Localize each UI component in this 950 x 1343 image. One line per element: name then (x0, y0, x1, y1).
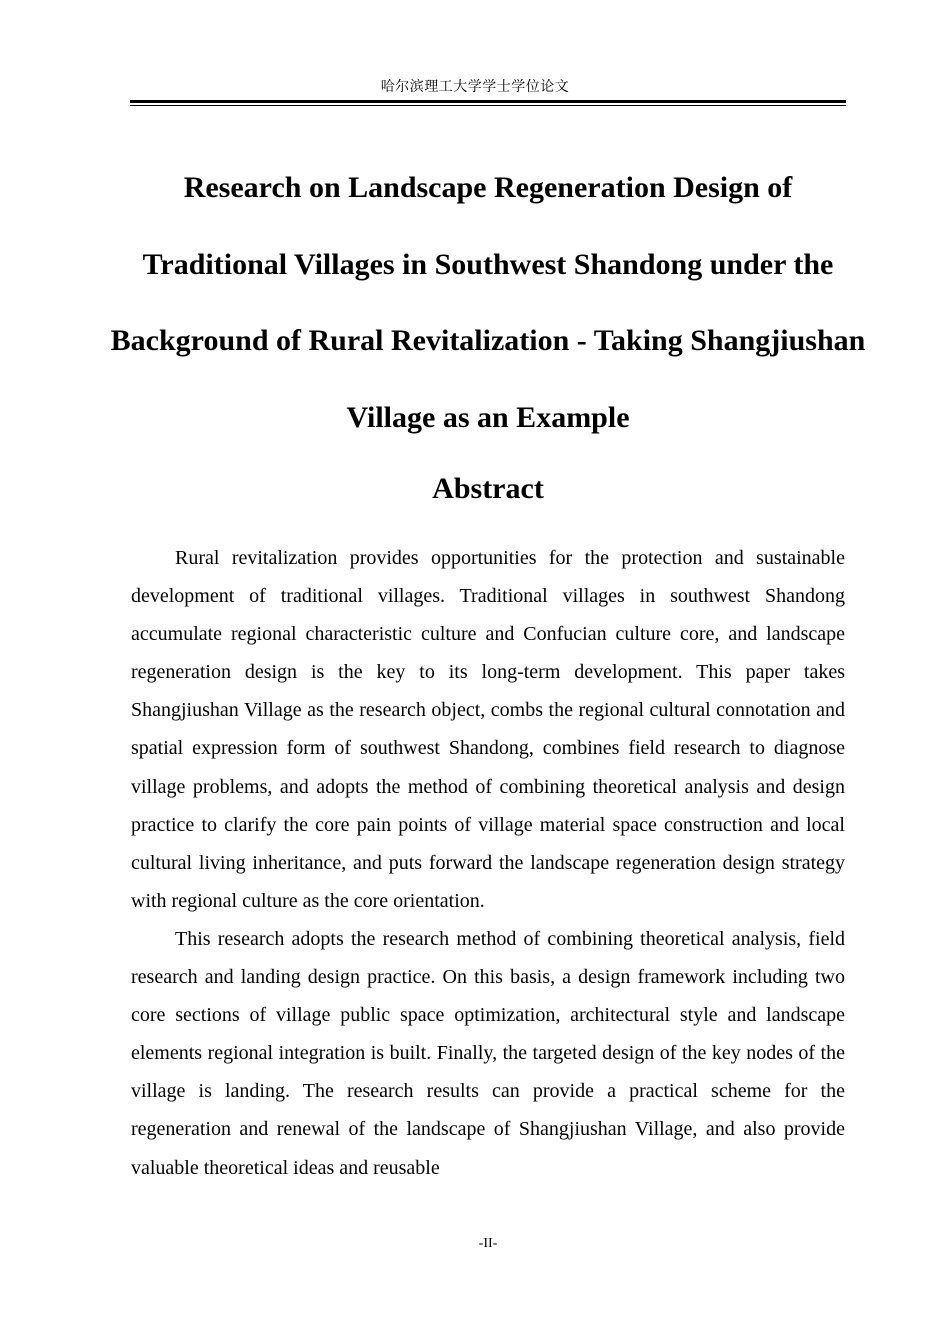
header-rule-thin (130, 105, 846, 106)
paragraph: Rural revitalization provides opportunities for the protection and sustainable development of traditional villages. Traditional villages in southwest Shandong accumulate regional characteristic culture and Confucian culture core, and landscape regeneration design is the key to its long-term development. This paper takes Shangjiushan Village as the research object, combs the regional cultural connotation and spatial expression form of southwest Shandong, combines field research to diagnose village problems, and adopts the method of combining theoretical analysis and design practice to clarify the core pain points of village material space construction and local cultural living inheritance, and puts forward the landscape regeneration design strategy with regional culture as the core orientation. (131, 547, 845, 912)
page-number: -II- (478, 1236, 498, 1251)
section-heading: Abstract (432, 472, 544, 505)
header-rule-thick (130, 100, 846, 103)
paragraph: This research adopts the research method of combining theoretical analysis, field research and landing design practice. On this basis, a design framework including two core sections of village public space optimization, architectural style and landscape elements regional integration is built. Finally, the targeted design of the key nodes of the village is landing. The research results can provide a practical scheme for the regeneration and renewal of the landscape of Shangjiushan Village, and also provide valuable theoretical ideas and reusable (131, 927, 845, 1179)
abstract-body (131, 539, 845, 1187)
thesis-title: Research on Landscape Regeneration Design of Traditional Villages in Southwest Shandong under the Background of Rural Revitalization - Taking Shangjiushan Village as an Example (110, 171, 866, 434)
header-title: 哈尔滨理工大学学士学位论文 (380, 79, 570, 95)
